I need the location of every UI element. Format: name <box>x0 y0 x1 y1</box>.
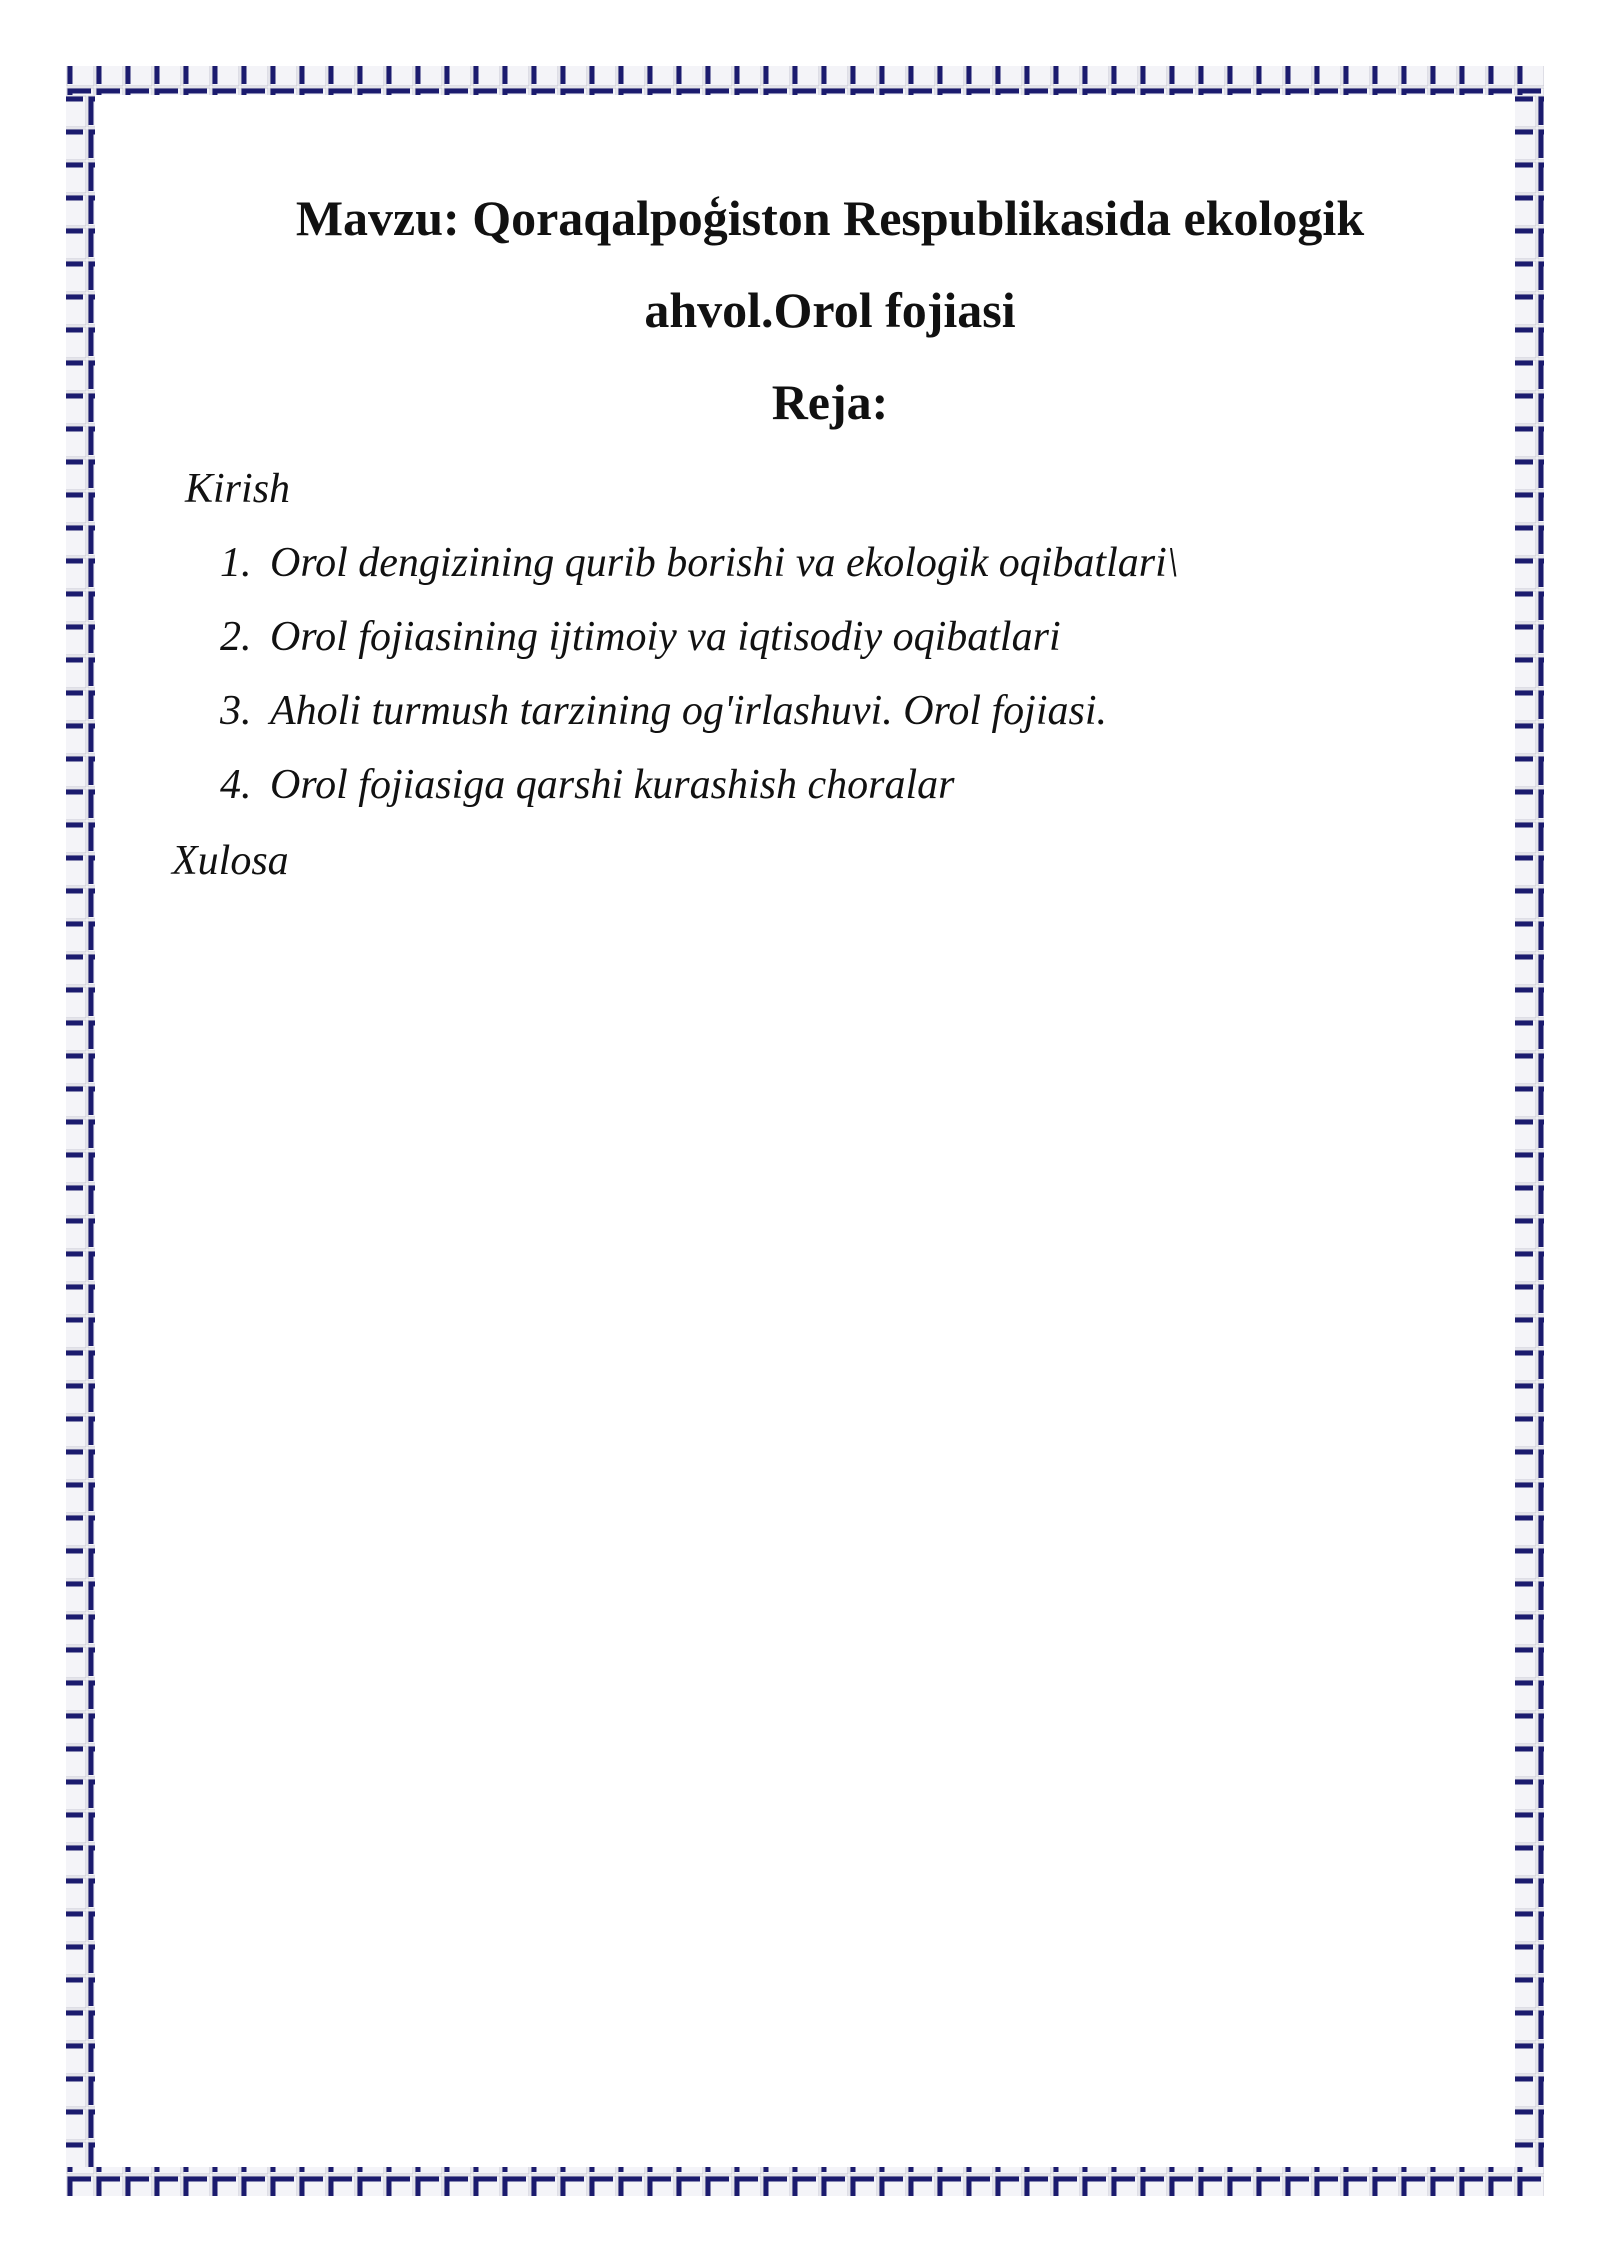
plan-item-text: Orol fojiasining ijtimoiy va iqtisodiy oqibatlari <box>270 614 1061 660</box>
plan-item-number: 1. <box>220 540 252 586</box>
title-line-2: ahvol.Orol fojiasi <box>644 282 1016 338</box>
plan-item-4 <box>220 759 955 811</box>
plan-item-number: 3. <box>220 688 252 734</box>
plan-item-text: Aholi turmush tarzining og'irlashuvi. Orol fojiasi. <box>270 688 1108 734</box>
plan-intro: Kirish <box>185 466 291 512</box>
plan-item-2 <box>220 611 1061 663</box>
plan-heading: Reja: <box>771 374 889 430</box>
plan-conclusion: Xulosa <box>172 838 289 884</box>
plan-item-number: 2. <box>220 614 252 660</box>
title-line-1: Mavzu: Qoraqalpoģiston Respublikasida ekologik <box>295 190 1365 246</box>
plan-item-3 <box>220 685 1107 737</box>
plan-item-text: Orol fojiasiga qarshi kurashish choralar <box>270 762 955 808</box>
plan-item-text: Orol dengizining qurib borishi va ekologik oqibatlari\ <box>270 540 1179 586</box>
plan-item-number: 4. <box>220 762 252 808</box>
plan-item-1 <box>220 537 1178 589</box>
